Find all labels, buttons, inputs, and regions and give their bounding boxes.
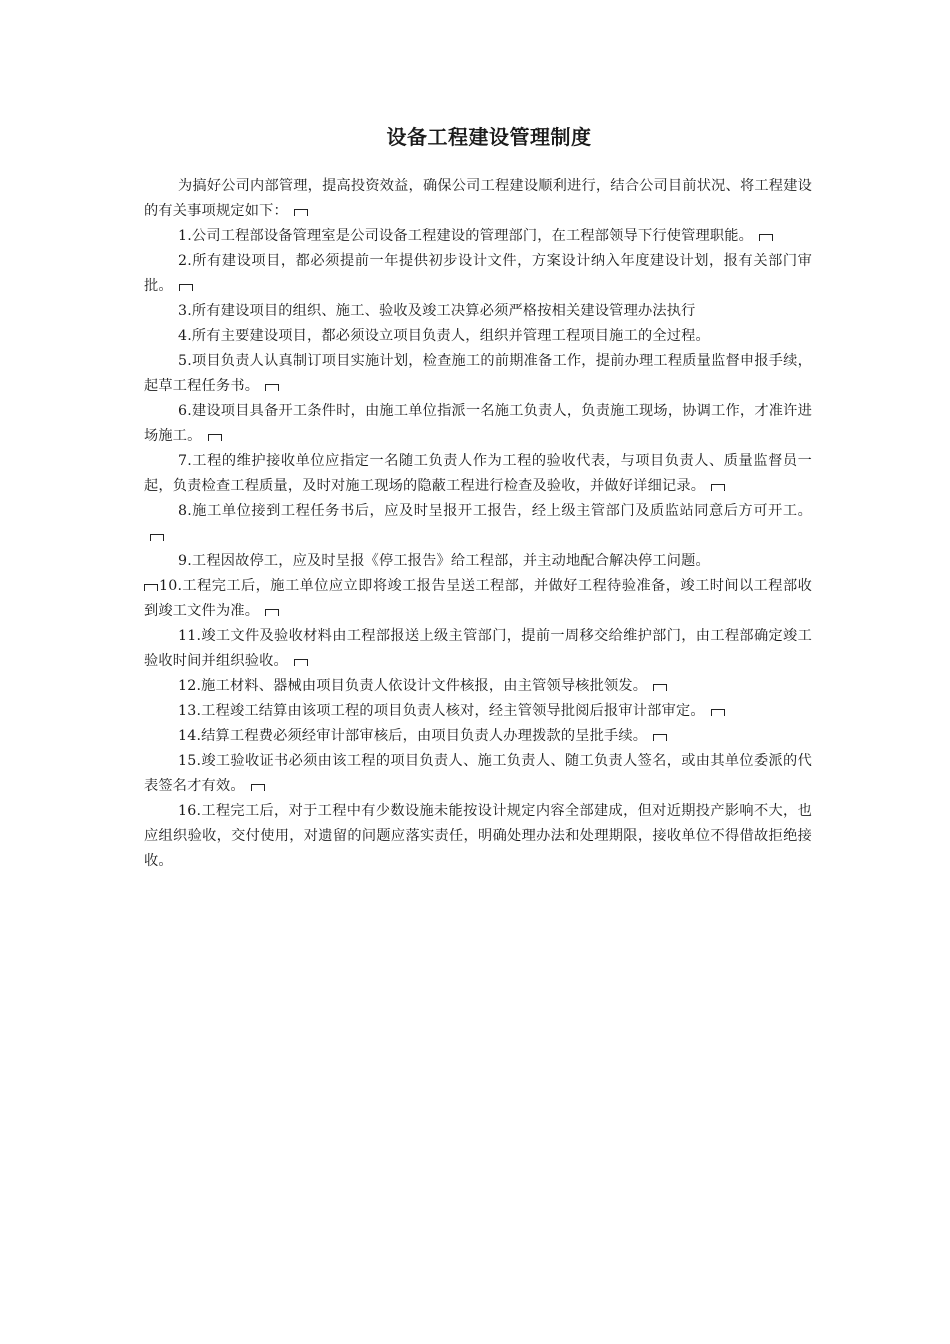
paragraph-text: 12.施工材料、器械由项目负责人依设计文件核报，由主管领导核批领发。	[178, 678, 648, 694]
paragraph-item-15	[144, 749, 812, 799]
paragraph-text: 7.工程的维护接收单位应指定一名随工负责人作为工程的验收代表，与项目负责人、质量监督员一起，负责检查工程质量，及时对施工现场的隐蔽工程进行检查及验收，并做好详细记录。	[144, 453, 812, 494]
paragraph-item-8	[144, 499, 812, 549]
paragraph-text: 8.施工单位接到工程任务书后，应及时呈报开工报告，经上级主管部门及质监站同意后方可开工。	[178, 503, 812, 519]
document-body	[144, 174, 812, 874]
paragraph-item-3	[144, 299, 812, 324]
paragraph-text: 3.所有建设项目的组织、施工、验收及竣工决算必须严格按相关建设管理办法执行	[178, 303, 696, 319]
paragraph-text: 1.公司工程部设备管理室是公司设备工程建设的管理部门，在工程部领导下行使管理职能。	[178, 228, 754, 244]
paragraph-item-11	[144, 624, 812, 674]
paragraph-item-5	[144, 349, 812, 399]
paragraph-text: 15.竣工验收证书必须由该工程的项目负责人、施工负责人、随工负责人签名，或由其单位委派的代表签名才有效。	[144, 753, 812, 794]
paragraph-mark-icon	[265, 384, 278, 392]
paragraph-item-12	[144, 674, 812, 699]
paragraph-mark-icon	[208, 434, 221, 442]
paragraph-text: 14.结算工程费必须经审计部审核后，由项目负责人办理拨款的呈批手续。	[178, 728, 648, 744]
paragraph-mark-icon	[150, 534, 163, 542]
paragraph-item-13	[144, 699, 812, 724]
paragraph-text: 为搞好公司内部管理，提高投资效益，确保公司工程建设顺利进行，结合公司目前状况、将工程建设的有关事项规定如下：	[144, 178, 812, 219]
paragraph-item-7	[144, 449, 812, 499]
paragraph-mark-icon	[179, 284, 192, 292]
paragraph-item-2	[144, 249, 812, 299]
paragraph-item-9	[144, 549, 812, 574]
paragraph-item-6	[144, 399, 812, 449]
paragraph-text: 2.所有建设项目，都必须提前一年提供初步设计文件，方案设计纳入年度建设计划，报有关部门审批。	[144, 253, 812, 294]
paragraph-mark-icon	[711, 484, 724, 492]
paragraph-item-14	[144, 724, 812, 749]
paragraph-mark-icon	[265, 609, 278, 617]
paragraph-text: 10.工程完工后，施工单位应立即将竣工报告呈送工程部，并做好工程待验准备，竣工时间以工程部收到竣工文件为准。	[144, 578, 812, 619]
paragraph-text: 11.竣工文件及验收材料由工程部报送上级主管部门，提前一周移交给维护部门，由工程部确定竣工验收时间并组织验收。	[144, 628, 812, 669]
paragraph-mark-icon	[653, 734, 666, 742]
paragraph-text: 13.工程竣工结算由该项工程的项目负责人核对，经主管领导批阅后报审计部审定。	[178, 703, 705, 719]
paragraph-intro	[144, 174, 812, 224]
paragraph-text: 5.项目负责人认真制订项目实施计划，检查施工的前期准备工作，提前办理工程质量监督申报手续，起草工程任务书。	[144, 353, 812, 394]
paragraph-mark-icon	[144, 584, 157, 592]
paragraph-mark-icon	[711, 709, 724, 717]
paragraph-mark-icon	[251, 784, 264, 792]
paragraph-item-16	[144, 799, 812, 874]
paragraph-text: 9.工程因故停工，应及时呈报《停工报告》给工程部，并主动地配合解决停工问题。	[178, 553, 710, 569]
paragraph-mark-icon	[653, 684, 666, 692]
paragraph-mark-icon	[759, 234, 772, 242]
paragraph-item-1	[144, 224, 812, 249]
paragraph-text: 6.建设项目具备开工条件时，由施工单位指派一名施工负责人，负责施工现场，协调工作，才准许进场施工。	[144, 403, 812, 444]
paragraph-item-4	[144, 324, 812, 349]
paragraph-item-10	[144, 574, 812, 624]
paragraph-mark-icon	[294, 209, 307, 217]
paragraph-text: 16.工程完工后，对于工程中有少数设施未能按设计规定内容全部建成，但对近期投产影响不大，也应组织验收，交付使用，对遗留的问题应落实责任，明确处理办法和处理期限，接收单位不得借故拒绝接收。	[144, 803, 812, 869]
paragraph-mark-icon	[294, 659, 307, 667]
document-title: 设备工程建设管理制度	[386, 125, 592, 149]
paragraph-text: 4.所有主要建设项目，都必须设立项目负责人，组织并管理工程项目施工的全过程。	[178, 328, 710, 344]
